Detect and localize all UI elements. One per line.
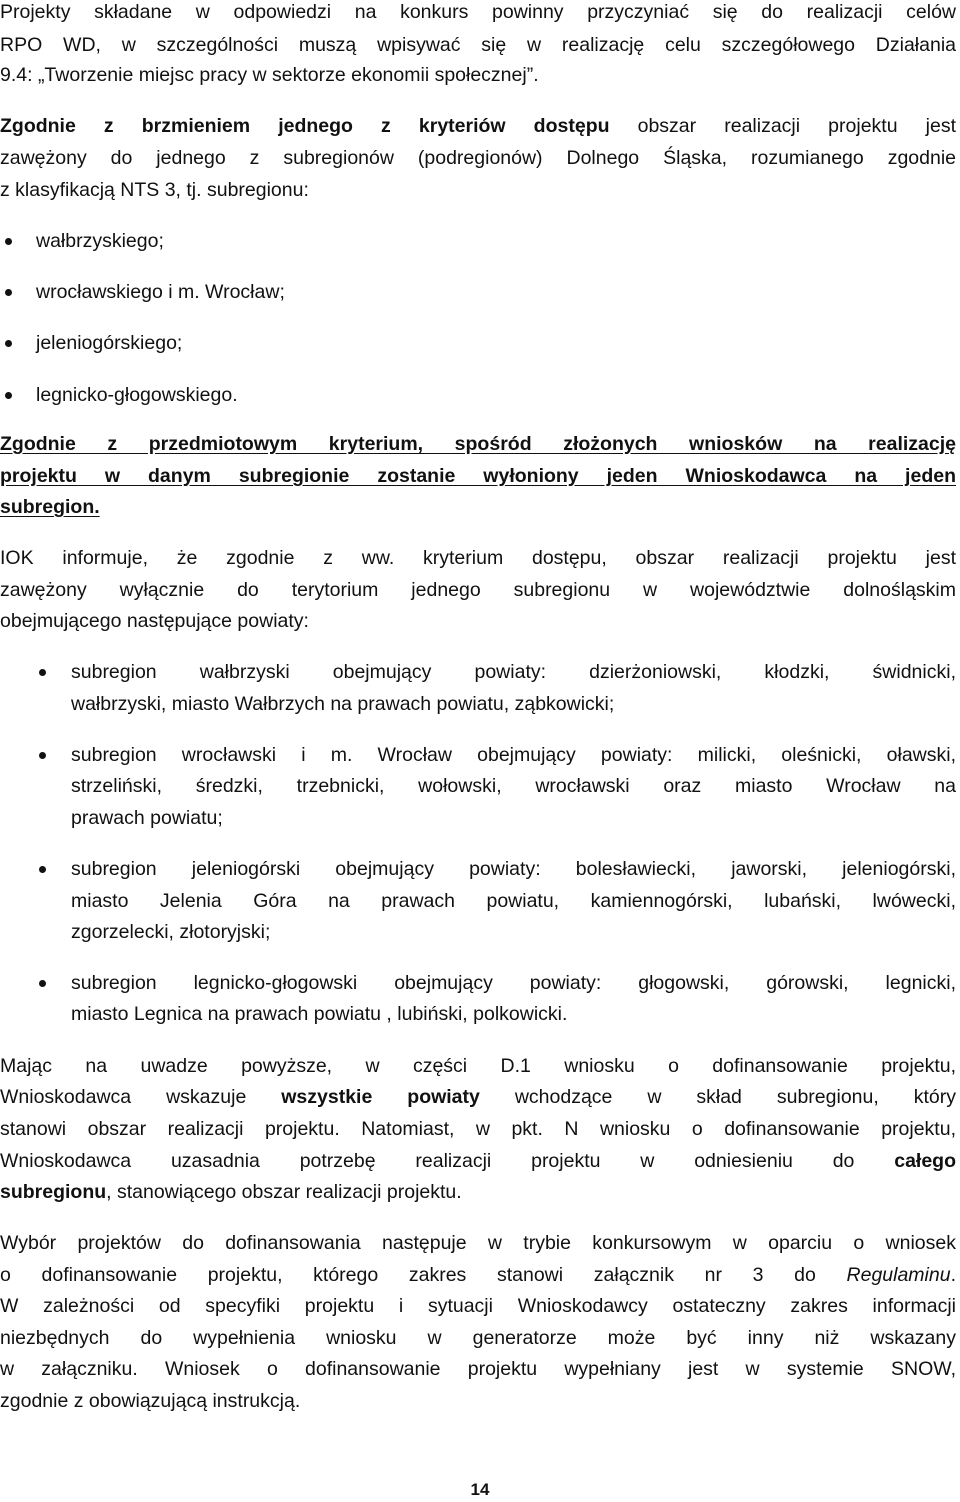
selection-line: w załączniku. Wniosek o dofinansowanie projektu wypełniany jest w systemie SNOW,: [0, 1358, 956, 1380]
intro-line: RPO WD, w szczególności muszą wpisywać się w realizację celu szczegółowego Działania: [0, 34, 956, 56]
intro-line: Projekty składane w odpowiedzi na konkurs powinny przyczyniać się do realizacji celów: [0, 1, 956, 23]
access-rest: obszar realizacji projektu jest: [609, 115, 956, 137]
bullet-icon: [39, 866, 46, 873]
selection-text: .: [950, 1264, 956, 1286]
subregion-line: miasto Legnica na prawach powiatu , lubiński, polkowicki.: [71, 1003, 568, 1025]
subject-line: Zgodnie z przedmiotowym kryterium, spośród złożonych wniosków na realizację: [0, 433, 956, 455]
mindful-bold: subregionu: [0, 1181, 107, 1203]
subregion-line: subregion legnicko-głogowski obejmujący powiaty: głogowski, górowski, legnicki,: [71, 972, 956, 994]
bullet-icon: [5, 289, 12, 296]
selection-line: W zależności od specyfiki projektu i sytuacji Wnioskodawcy ostateczny zakres informacji: [0, 1295, 956, 1317]
selection-text: o dofinansowanie projektu, którego zakres stanowi załącznik nr 3 do: [0, 1264, 847, 1286]
list-item: wałbrzyskiego;: [36, 230, 164, 252]
subregion-line: subregion wrocławski i m. Wrocław obejmujący powiaty: milicki, oleśnicki, oławski,: [71, 744, 956, 766]
selection-line: zgodnie z obowiązującą instrukcją.: [0, 1390, 301, 1412]
subregion-line: strzeliński, średzki, trzebnicki, wołowski, wrocławski oraz miasto Wrocław na: [71, 775, 956, 797]
bullet-icon: [5, 340, 12, 347]
access-line: [0, 110, 956, 142]
subject-line: projektu w danym subregionie zostanie wyłoniony jeden Wnioskodawca na jeden: [0, 465, 956, 487]
bullet-icon: [39, 669, 46, 676]
list-item: jeleniogórskiego;: [36, 332, 183, 354]
mindful-text: Wnioskodawca wskazuje: [0, 1086, 282, 1108]
subregion-line: miasto Jelenia Góra na prawach powiatu, kamiennogórski, lubański, lwówecki,: [71, 890, 956, 912]
intro-line: 9.4: „Tworzenie miejsc pracy w sektorze ekonomii społecznej”.: [0, 64, 539, 86]
mindful-bold: wszystkie powiaty: [281, 1086, 480, 1108]
access-bold: Zgodnie z brzmieniem jednego z kryteriów dostępu: [0, 115, 610, 137]
subregion-line: subregion wałbrzyski obejmujący powiaty: dzierżoniowski, kłodzki, świdnicki,: [71, 661, 956, 683]
mindful-line: stanowi obszar realizacji projektu. Natomiast, w pkt. N wniosku o dofinansowanie projektu,: [0, 1118, 956, 1140]
selection-italic: Regulaminu: [846, 1264, 951, 1286]
subregion-line: zgorzelecki, złotoryjski;: [71, 921, 271, 943]
bullet-icon: [39, 980, 46, 987]
mindful-text: , stanowiącego obszar realizacji projektu.: [106, 1181, 462, 1203]
subject-line: subregion.: [0, 496, 100, 518]
mindful-line: [0, 1176, 956, 1208]
access-line: zawężony do jednego z subregionów (podregionów) Dolnego Śląska, rozumianego zgodnie: [0, 147, 956, 169]
selection-line: [0, 1259, 956, 1291]
selection-line: Wybór projektów do dofinansowania następuje w trybie konkursowym w oparciu o wniosek: [0, 1232, 956, 1254]
mindful-line: [0, 1145, 956, 1177]
mindful-text: Wnioskodawca uzasadnia potrzebę realizacji projektu w odniesieniu do: [0, 1150, 895, 1172]
mindful-text: wchodzące w skład subregionu, który: [479, 1086, 956, 1108]
subregion-line: subregion jeleniogórski obejmujący powiaty: bolesławiecki, jaworski, jeleniogórski,: [71, 858, 956, 880]
mindful-bold: całego: [894, 1150, 956, 1172]
iok-line: obejmującego następujące powiaty:: [0, 610, 309, 632]
bullet-icon: [5, 392, 12, 399]
list-item: legnicko-głogowskiego.: [36, 384, 238, 406]
page-number: 14: [470, 1480, 490, 1499]
bullet-icon: [39, 752, 46, 759]
mindful-line: [0, 1081, 956, 1113]
list-item: wrocławskiego i m. Wrocław;: [36, 281, 285, 303]
bullet-icon: [5, 238, 12, 245]
iok-line: IOK informuje, że zgodnie z ww. kryterium dostępu, obszar realizacji projektu jest: [0, 547, 956, 569]
iok-line: zawężony wyłącznie do terytorium jednego subregionu w województwie dolnośląskim: [0, 579, 956, 601]
access-line: z klasyfikacją NTS 3, tj. subregionu:: [0, 179, 309, 201]
selection-line: niezbędnych do wypełnienia wniosku w generatorze może być inny niż wskazany: [0, 1327, 956, 1349]
mindful-line: Mając na uwadze powyższe, w części D.1 wniosku o dofinansowanie projektu,: [0, 1055, 956, 1077]
subregion-line: prawach powiatu;: [71, 807, 223, 829]
subregion-line: wałbrzyski, miasto Wałbrzych na prawach powiatu, ząbkowicki;: [71, 693, 615, 715]
